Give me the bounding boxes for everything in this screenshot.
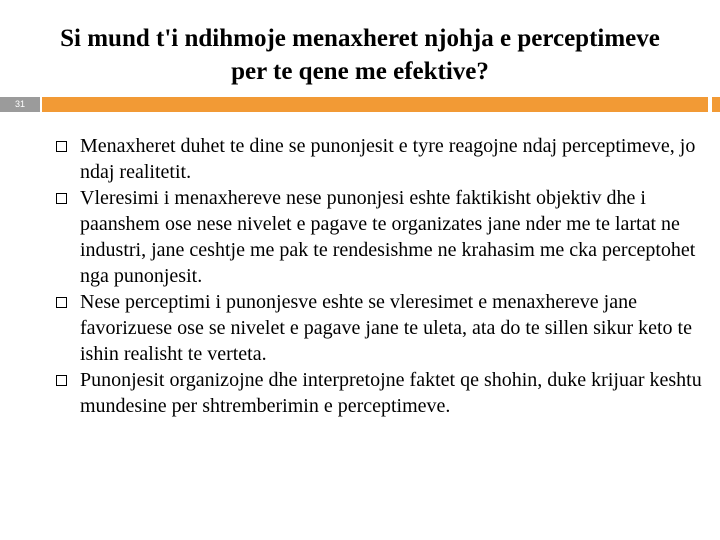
accent-bar-main [42, 97, 708, 112]
bullet-text: Vleresimi i menaxhereve nese punonjesi eshte faktikisht objektiv dhe i paanshem ose nese nivelet e pagave te organizates jane nder me te lartat ne industri, jane ceshtje me pak te rendesishme ne krahasim me cka perceptohet nga punonjesit. [80, 187, 696, 287]
slide-number: 31 [14, 99, 25, 109]
accent-bar-end [712, 97, 720, 112]
bullet-item [54, 367, 704, 419]
accent-bar [0, 97, 720, 112]
slide-number-badge [0, 97, 40, 112]
square-bullet-icon [56, 141, 67, 152]
bullet-item [54, 185, 704, 289]
bullet-item [54, 133, 704, 185]
square-bullet-icon [56, 375, 67, 386]
bullet-text: Menaxheret duhet te dine se punonjesit e tyre reagojne ndaj perceptimeve, jo ndaj realitetit. [80, 135, 696, 183]
bullet-item [54, 289, 704, 367]
bullet-text: Punonjesit organizojne dhe interpretojne faktet qe shohin, duke krijuar keshtu mundesine per shtremberimin e perceptimeve. [80, 369, 702, 417]
page-title: Si mund t'i ndihmoje menaxheret njohja e perceptimeve per te qene me efektive? [60, 25, 660, 85]
bullet-text: Nese perceptimi i punonjesve eshte se vleresimet e menaxhereve jane favorizuese ose se nivelet e pagave jane te uleta, ata do te sillen sikur keto te ishin realisht te verteta. [80, 291, 692, 365]
square-bullet-icon [56, 297, 67, 308]
square-bullet-icon [56, 193, 67, 204]
bullet-list [54, 133, 704, 419]
